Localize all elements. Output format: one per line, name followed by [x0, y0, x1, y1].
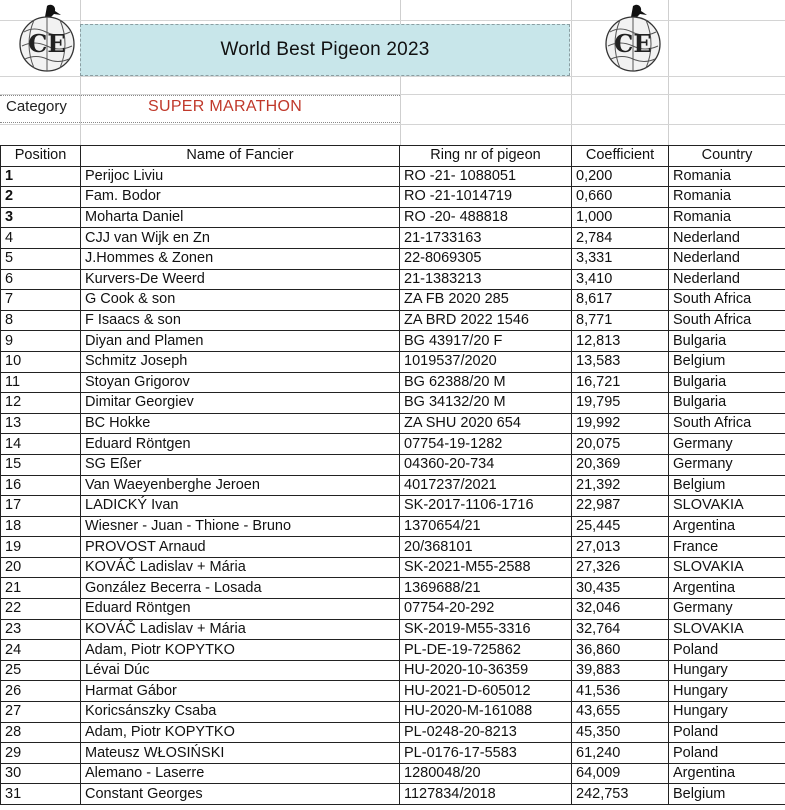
cell-position: 19	[1, 537, 81, 558]
cell-ring: 22-8069305	[400, 248, 572, 269]
cell-ring: RO -21- 1088051	[400, 166, 572, 187]
table-header-row	[1, 146, 785, 167]
cell-position: 31	[1, 784, 81, 805]
cell-fancier: Eduard Röntgen	[81, 599, 400, 620]
cell-position: 17	[1, 496, 81, 517]
cell-ring: RO -20- 488818	[400, 207, 572, 228]
header-fancier: Name of Fancier	[81, 146, 400, 167]
cell-fancier: Adam, Piotr KOPYTKO	[81, 640, 400, 661]
cell-country: Germany	[669, 454, 785, 475]
table-row	[1, 557, 785, 578]
cell-position: 13	[1, 413, 81, 434]
table-row	[1, 351, 785, 372]
cell-position: 9	[1, 331, 81, 352]
table-row	[1, 516, 785, 537]
table-row	[1, 537, 785, 558]
cell-position: 7	[1, 290, 81, 311]
cell-coefficient: 20,075	[572, 434, 669, 455]
cell-fancier: Alemano - Laserre	[81, 763, 400, 784]
cell-fancier: Kurvers-De Weerd	[81, 269, 400, 290]
table-row	[1, 310, 785, 331]
cell-fancier: Fam. Bodor	[81, 187, 400, 208]
cell-fancier: Van Waeyenberghe Jeroen	[81, 475, 400, 496]
cell-coefficient: 0,660	[572, 187, 669, 208]
cell-country: Germany	[669, 434, 785, 455]
cell-ring: 1127834/2018	[400, 784, 572, 805]
cell-country: Argentina	[669, 763, 785, 784]
cell-ring: SK-2021-M55-2588	[400, 557, 572, 578]
cell-ring: ZA FB 2020 285	[400, 290, 572, 311]
cell-country: Argentina	[669, 578, 785, 599]
cell-ring: ZA SHU 2020 654	[400, 413, 572, 434]
cell-coefficient: 20,369	[572, 454, 669, 475]
table-row	[1, 702, 785, 723]
cell-position: 16	[1, 475, 81, 496]
cell-ring: 21-1383213	[400, 269, 572, 290]
cell-position: 4	[1, 228, 81, 249]
table-row	[1, 290, 785, 311]
cell-coefficient: 64,009	[572, 763, 669, 784]
cell-ring: PL-DE-19-725862	[400, 640, 572, 661]
cell-coefficient: 61,240	[572, 743, 669, 764]
cell-position: 18	[1, 516, 81, 537]
cell-coefficient: 0,200	[572, 166, 669, 187]
cell-coefficient: 8,617	[572, 290, 669, 311]
cell-position: 23	[1, 619, 81, 640]
cell-coefficient: 45,350	[572, 722, 669, 743]
cell-ring: 20/368101	[400, 537, 572, 558]
cell-country: Romania	[669, 187, 785, 208]
cell-ring: ZA BRD 2022 1546	[400, 310, 572, 331]
cell-position: 25	[1, 660, 81, 681]
cell-country: France	[669, 537, 785, 558]
cell-ring: BG 62388/20 M	[400, 372, 572, 393]
cell-country: SLOVAKIA	[669, 557, 785, 578]
cell-country: Hungary	[669, 681, 785, 702]
cell-position: 20	[1, 557, 81, 578]
cell-coefficient: 2,784	[572, 228, 669, 249]
cell-ring: 07754-19-1282	[400, 434, 572, 455]
table-row	[1, 207, 785, 228]
cell-country: Romania	[669, 166, 785, 187]
cell-position: 12	[1, 393, 81, 414]
cell-ring: 4017237/2021	[400, 475, 572, 496]
cell-position: 3	[1, 207, 81, 228]
cell-country: SLOVAKIA	[669, 496, 785, 517]
table-body	[1, 166, 785, 804]
header-ring: Ring nr of pigeon	[400, 146, 572, 167]
cell-position: 8	[1, 310, 81, 331]
cell-fancier: G Cook & son	[81, 290, 400, 311]
cell-position: 29	[1, 743, 81, 764]
cell-coefficient: 43,655	[572, 702, 669, 723]
cell-country: SLOVAKIA	[669, 619, 785, 640]
cell-position: 11	[1, 372, 81, 393]
cell-ring: PL-0248-20-8213	[400, 722, 572, 743]
table-row	[1, 640, 785, 661]
cell-coefficient: 39,883	[572, 660, 669, 681]
cell-position: 15	[1, 454, 81, 475]
cell-coefficient: 3,410	[572, 269, 669, 290]
header-coefficient: Coefficient	[572, 146, 669, 167]
table-row	[1, 372, 785, 393]
cell-coefficient: 27,326	[572, 557, 669, 578]
cell-position: 28	[1, 722, 81, 743]
cell-fancier: CJJ van Wijk en Zn	[81, 228, 400, 249]
cell-coefficient: 36,860	[572, 640, 669, 661]
table-row	[1, 496, 785, 517]
cell-country: South Africa	[669, 310, 785, 331]
cell-fancier: J.Hommes & Zonen	[81, 248, 400, 269]
cell-ring: BG 43917/20 F	[400, 331, 572, 352]
cell-fancier: Dimitar Georgiev	[81, 393, 400, 414]
cell-country: Germany	[669, 599, 785, 620]
cell-ring: RO -21-1014719	[400, 187, 572, 208]
cell-fancier: Schmitz Joseph	[81, 351, 400, 372]
table-row	[1, 475, 785, 496]
cell-position: 2	[1, 187, 81, 208]
cell-coefficient: 19,795	[572, 393, 669, 414]
cell-ring: SK-2017-1106-1716	[400, 496, 572, 517]
table-row	[1, 763, 785, 784]
cell-coefficient: 25,445	[572, 516, 669, 537]
cell-country: Nederland	[669, 248, 785, 269]
cell-ring: HU-2020-M-161088	[400, 702, 572, 723]
header-country: Country	[669, 146, 785, 167]
cell-position: 30	[1, 763, 81, 784]
table-row	[1, 599, 785, 620]
cell-coefficient: 22,987	[572, 496, 669, 517]
cell-coefficient: 12,813	[572, 331, 669, 352]
cell-position: 24	[1, 640, 81, 661]
cell-position: 14	[1, 434, 81, 455]
cell-fancier: Moharta Daniel	[81, 207, 400, 228]
cell-ring: 21-1733163	[400, 228, 572, 249]
logo-letters: CE	[614, 29, 652, 58]
cell-country: Bulgaria	[669, 393, 785, 414]
cell-fancier: Stoyan Grigorov	[81, 372, 400, 393]
cell-fancier: PROVOST Arnaud	[81, 537, 400, 558]
table-row	[1, 413, 785, 434]
cell-coefficient: 13,583	[572, 351, 669, 372]
cell-ring: SK-2019-M55-3316	[400, 619, 572, 640]
cell-country: Hungary	[669, 660, 785, 681]
cell-country: Nederland	[669, 228, 785, 249]
cell-country: Romania	[669, 207, 785, 228]
cell-ring: 1370654/21	[400, 516, 572, 537]
cell-fancier: González Becerra - Losada	[81, 578, 400, 599]
cell-ring: HU-2021-D-605012	[400, 681, 572, 702]
cell-fancier: KOVÁČ Ladislav + Mária	[81, 619, 400, 640]
table-row	[1, 722, 785, 743]
cell-country: Belgium	[669, 475, 785, 496]
cell-position: 27	[1, 702, 81, 723]
cell-position: 1	[1, 166, 81, 187]
cell-position: 26	[1, 681, 81, 702]
cell-position: 22	[1, 599, 81, 620]
cell-country: Poland	[669, 640, 785, 661]
cell-position: 10	[1, 351, 81, 372]
cell-coefficient: 1,000	[572, 207, 669, 228]
cell-country: Hungary	[669, 702, 785, 723]
cell-coefficient: 21,392	[572, 475, 669, 496]
cell-fancier: BC Hokke	[81, 413, 400, 434]
cell-country: Belgium	[669, 351, 785, 372]
header-position: Position	[1, 146, 81, 167]
cell-coefficient: 32,046	[572, 599, 669, 620]
cell-coefficient: 32,764	[572, 619, 669, 640]
cell-ring: 04360-20-734	[400, 454, 572, 475]
cell-ring: 1280048/20	[400, 763, 572, 784]
cell-position: 6	[1, 269, 81, 290]
cell-fancier: Koricsánszky Csaba	[81, 702, 400, 723]
cell-country: Nederland	[669, 269, 785, 290]
category-value: SUPER MARATHON	[148, 98, 303, 115]
table-row	[1, 269, 785, 290]
table-row	[1, 248, 785, 269]
cell-country: Bulgaria	[669, 331, 785, 352]
table-row	[1, 660, 785, 681]
table-row	[1, 743, 785, 764]
cell-ring: 1369688/21	[400, 578, 572, 599]
cell-fancier: Eduard Röntgen	[81, 434, 400, 455]
cell-fancier: Constant Georges	[81, 784, 400, 805]
category-label: Category	[6, 98, 67, 115]
table-row	[1, 228, 785, 249]
cell-country: Bulgaria	[669, 372, 785, 393]
cell-coefficient: 27,013	[572, 537, 669, 558]
cell-fancier: Lévai Dúc	[81, 660, 400, 681]
pigeon-globe-logo-icon	[602, 2, 664, 74]
cell-coefficient: 16,721	[572, 372, 669, 393]
cell-coefficient: 8,771	[572, 310, 669, 331]
table-row	[1, 619, 785, 640]
cell-fancier: LADICKÝ Ivan	[81, 496, 400, 517]
cell-fancier: Perijoc Liviu	[81, 166, 400, 187]
cell-coefficient: 3,331	[572, 248, 669, 269]
table-row	[1, 393, 785, 414]
cell-fancier: F Isaacs & son	[81, 310, 400, 331]
cell-fancier: Wiesner - Juan - Thione - Bruno	[81, 516, 400, 537]
cell-fancier: KOVÁČ Ladislav + Mária	[81, 557, 400, 578]
ranking-table	[0, 145, 785, 805]
cell-ring: PL-0176-17-5583	[400, 743, 572, 764]
cell-country: South Africa	[669, 413, 785, 434]
cell-coefficient: 41,536	[572, 681, 669, 702]
cell-country: Argentina	[669, 516, 785, 537]
table-row	[1, 784, 785, 805]
logo-letters: CE	[28, 29, 66, 58]
cell-country: Poland	[669, 743, 785, 764]
cell-coefficient: 19,992	[572, 413, 669, 434]
cell-ring: 1019537/2020	[400, 351, 572, 372]
cell-ring: HU-2020-10-36359	[400, 660, 572, 681]
page-title: World Best Pigeon 2023	[80, 24, 570, 76]
cell-ring: 07754-20-292	[400, 599, 572, 620]
table-row	[1, 434, 785, 455]
cell-position: 5	[1, 248, 81, 269]
table-row	[1, 166, 785, 187]
table-row	[1, 331, 785, 352]
cell-fancier: Mateusz WŁOSIŃSKI	[81, 743, 400, 764]
table-row	[1, 681, 785, 702]
cell-coefficient: 30,435	[572, 578, 669, 599]
table-row	[1, 578, 785, 599]
table-row	[1, 187, 785, 208]
cell-country: Belgium	[669, 784, 785, 805]
cell-ring: BG 34132/20 M	[400, 393, 572, 414]
cell-fancier: SG Eßer	[81, 454, 400, 475]
cell-fancier: Adam, Piotr KOPYTKO	[81, 722, 400, 743]
cell-fancier: Diyan and Plamen	[81, 331, 400, 352]
cell-country: Poland	[669, 722, 785, 743]
cell-country: South Africa	[669, 290, 785, 311]
cell-position: 21	[1, 578, 81, 599]
table-row	[1, 454, 785, 475]
cell-coefficient: 242,753	[572, 784, 669, 805]
pigeon-globe-logo-icon	[16, 2, 78, 74]
cell-fancier: Harmat Gábor	[81, 681, 400, 702]
